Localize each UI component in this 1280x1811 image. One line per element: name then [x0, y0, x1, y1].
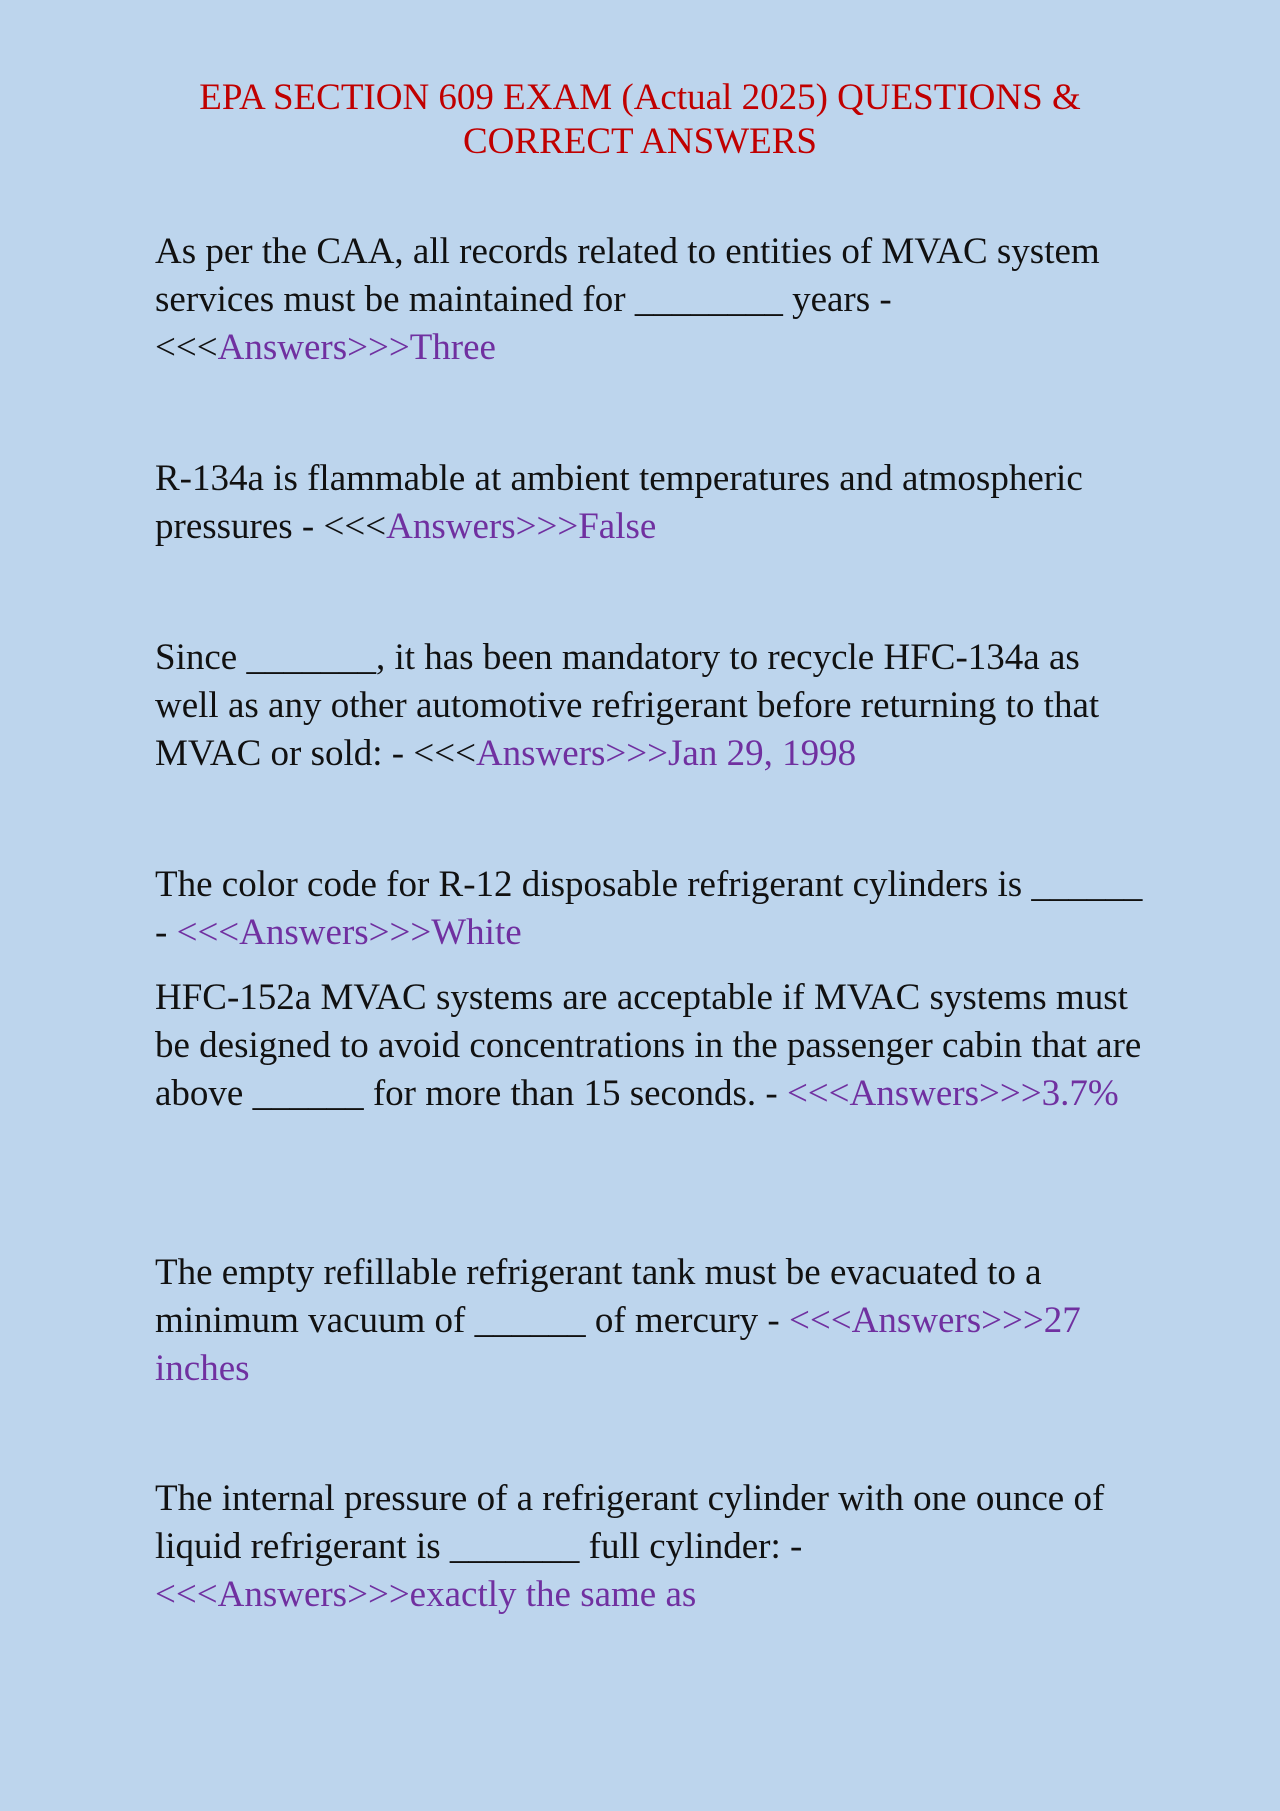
qa-item-7 — [155, 1475, 1145, 1619]
title-line-2: CORRECT ANSWERS — [463, 121, 817, 162]
document-title — [140, 76, 1140, 164]
question-text: The empty refillable refrigerant tank must be evacuated to a minimum vacuum of ______ of mercury - — [155, 1252, 1042, 1341]
qa-item-1 — [155, 228, 1145, 372]
question-text: The color code for R-12 disposable refrigerant cylinders is ______ - — [155, 864, 1143, 953]
question-text: Since _______, it has been mandatory to recycle HFC-134a as well as any other automotive refrigerant before returning to that MVAC or sold: - <<< — [155, 637, 1100, 774]
answer-text: <<<Answers>>>27 inches — [155, 1300, 1081, 1389]
answer-text: Answers>>>Three — [217, 327, 496, 368]
question-text: The internal pressure of a refrigerant cylinder with one ounce of liquid refrigerant is _______ full cylinder: - — [155, 1478, 1105, 1567]
qa-item-3 — [155, 634, 1145, 778]
question-text: R-134a is flammable at ambient temperatures and atmospheric pressures - <<< — [155, 458, 1083, 547]
answer-text: <<<Answers>>>White — [176, 912, 522, 953]
answer-text: Answers>>>False — [386, 506, 657, 547]
title-line-1: EPA SECTION 609 EXAM (Actual 2025) QUESTIONS & — [199, 77, 1081, 118]
qa-item-5 — [155, 974, 1145, 1118]
qa-item-2 — [155, 455, 1145, 551]
question-text: HFC-152a MVAC systems are acceptable if MVAC systems must be designed to avoid concentrations in the passenger cabin that are above ______ for more than 15 seconds. - — [155, 977, 1142, 1114]
qa-item-6 — [155, 1249, 1145, 1393]
qa-item-4 — [155, 861, 1145, 957]
answer-text: <<<Answers>>>exactly the same as — [155, 1574, 697, 1615]
answer-text: Answers>>>Jan 29, 1998 — [475, 733, 857, 774]
question-text: As per the CAA, all records related to entities of MVAC system services must be maintained for ________ years - <<< — [155, 231, 1100, 368]
answer-text: <<<Answers>>>3.7% — [786, 1073, 1119, 1114]
